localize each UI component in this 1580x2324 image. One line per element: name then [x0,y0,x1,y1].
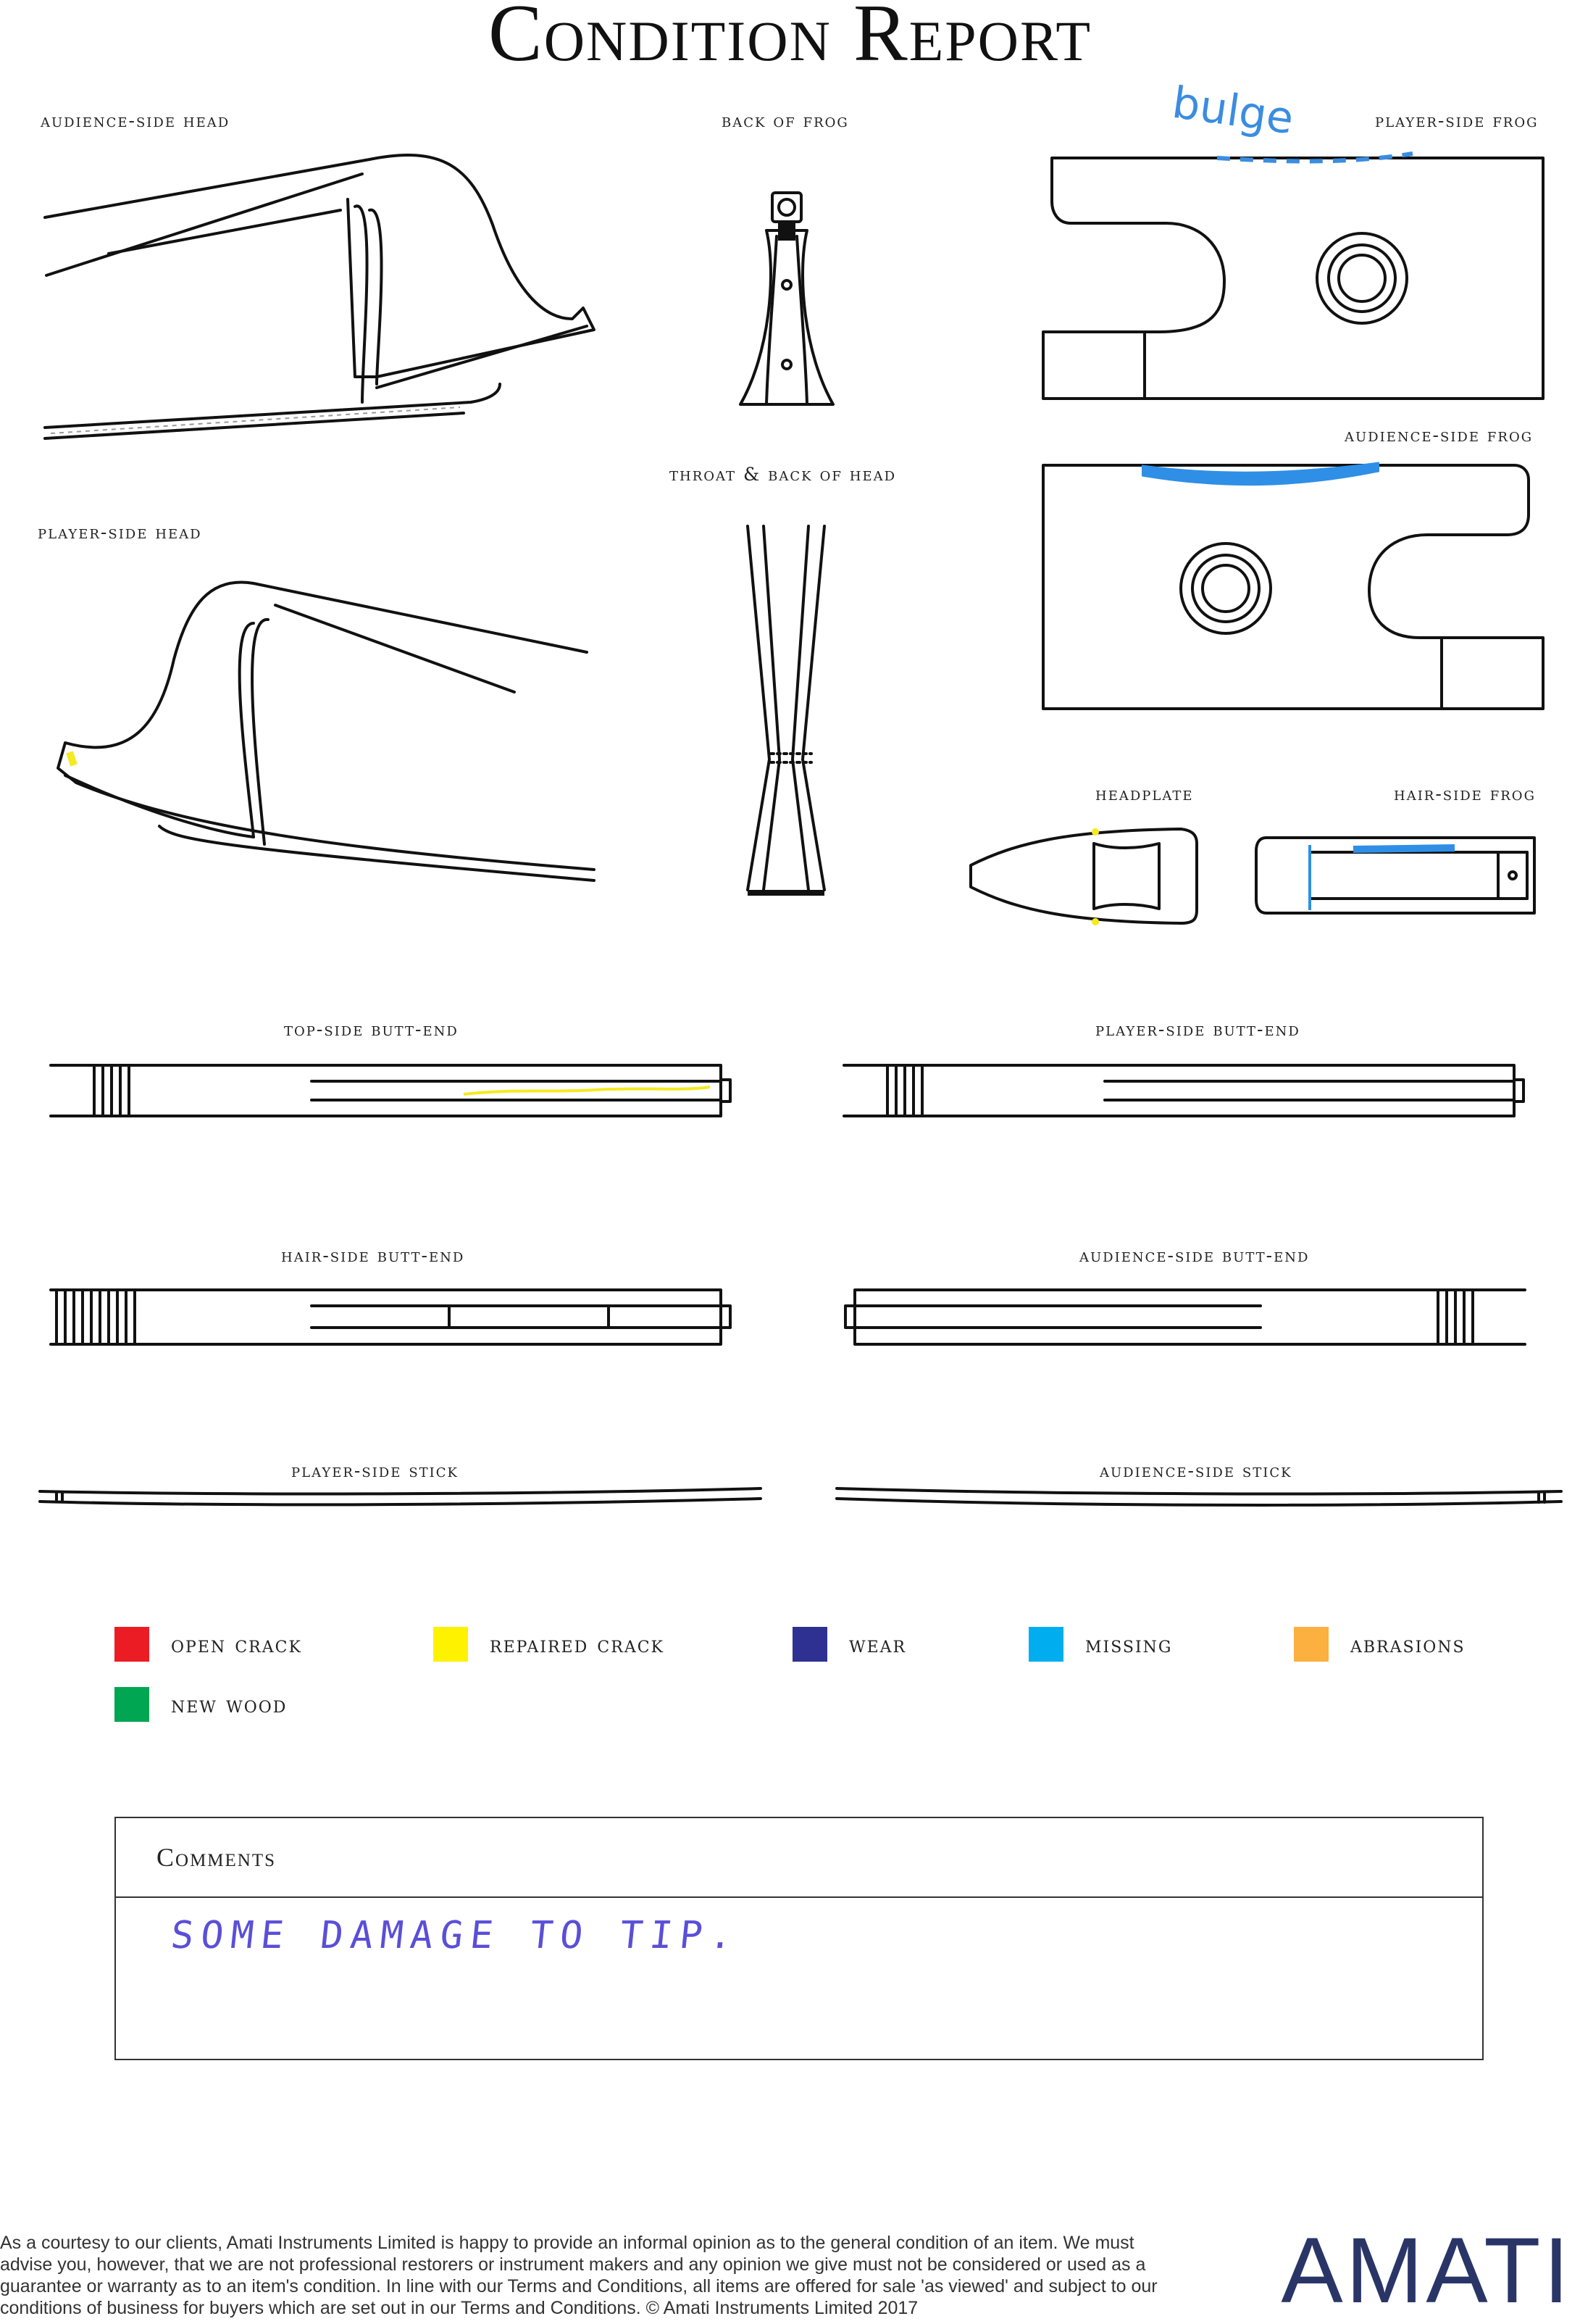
headplate-diagram [964,822,1203,930]
player-side-stick-diagram [36,1478,768,1522]
label-player-side-frog: player-side frog [1375,110,1539,131]
player-side-frog-diagram [1036,143,1550,404]
legend-swatch-new-wood [114,1687,149,1722]
legend-label: wear [849,1630,907,1658]
legend-label: open crack [171,1630,302,1658]
label-top-side-butt-end: top-side butt-end [284,1019,459,1040]
label-headplate: headplate [1095,783,1194,804]
audience-side-head-diagram [36,138,630,442]
legend-new-wood [114,1686,287,1723]
label-player-side-head: player-side head [38,522,202,543]
legend-open-crack [114,1626,302,1662]
hair-side-butt-end-diagram [43,1283,739,1355]
throat-back-head-diagram [739,520,848,904]
comments-text: SOME DAMAGE TO TIP. [168,1914,742,1957]
audience-side-frog-diagram [1036,457,1543,717]
comments-box[interactable] [114,1817,1484,2060]
hair-side-frog-diagram [1252,830,1542,925]
audience-side-butt-end-diagram [837,1283,1532,1355]
top-side-butt-end-diagram [43,1058,739,1123]
back-of-frog-diagram [732,187,848,412]
legend-wear [793,1626,906,1662]
player-side-head-diagram [36,551,601,884]
label-player-side-butt-end: player-side butt-end [1095,1019,1300,1040]
legend-swatch-missing [1029,1627,1063,1662]
legend-swatch-open-crack [114,1627,149,1662]
label-throat-back-head: throat & back of head [669,464,897,485]
label-hair-side-frog: hair-side frog [1394,783,1536,804]
disclaimer-text: As a courtesy to our clients, Amati Instruments Limited is happy to provide an informal opinion as to the general condition of an item. We must advise you, however, that we are not professional restorers or instrument makers and any opinion we give must not be considered or used as a guarantee or warranty as to an item's condition. In line with our Terms and Conditions, all items are offered for sale 'as viewed' and subject to our conditions of business for buyers which are set out in our Terms and Conditions. © Amati Instruments Limited 2017 [0,2233,1158,2318]
player-side-butt-end-diagram [837,1058,1532,1123]
legend-swatch-wear [793,1627,827,1662]
legend-abrasions [1294,1626,1466,1662]
comments-heading: Comments [116,1818,1482,1898]
label-audience-side-stick: audience-side stick [1100,1460,1292,1481]
label-back-of-frog: back of frog [722,110,849,131]
legend-swatch-abrasions [1294,1627,1329,1662]
page-title: Condition Report [488,0,1092,78]
label-audience-side-butt-end: audience-side butt-end [1079,1245,1310,1266]
label-player-side-stick: player-side stick [291,1460,459,1481]
label-audience-side-frog: audience-side frog [1345,425,1534,446]
legend-label: repaired crack [490,1630,664,1658]
audience-side-stick-diagram [833,1478,1565,1522]
legend-label: abrasions [1350,1630,1466,1658]
legend-repaired-crack [433,1626,664,1662]
label-audience-side-head: audience-side head [41,110,230,131]
bulge-note: bulge [1169,77,1297,145]
legend-label: missing [1085,1630,1173,1658]
amati-logo: AMATI [1281,2219,1572,2323]
legend-swatch-repaired-crack [433,1627,468,1662]
legend-missing [1029,1626,1173,1662]
label-hair-side-butt-end: hair-side butt-end [281,1245,465,1266]
legend-label: new wood [171,1691,288,1718]
